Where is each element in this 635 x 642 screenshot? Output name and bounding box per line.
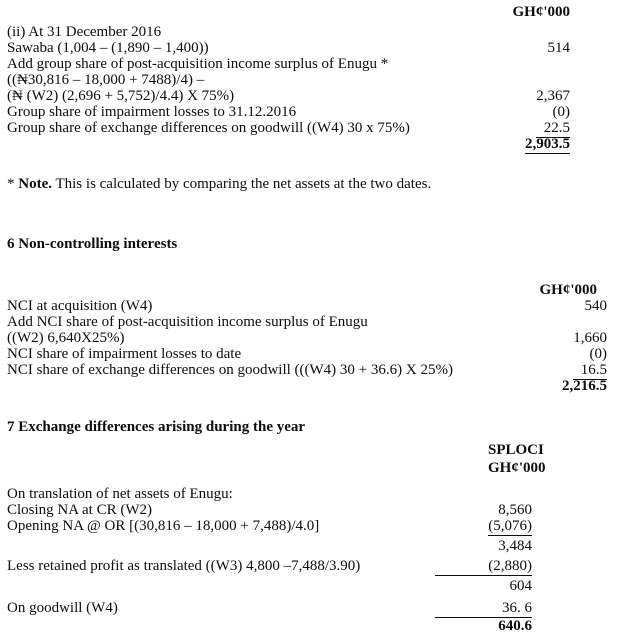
table-row <box>7 486 635 503</box>
total-value: 2,216.5 <box>562 378 607 394</box>
total-row <box>7 378 635 395</box>
row-value: 540 <box>584 298 607 314</box>
currency-column-header: GH¢'000 <box>488 460 546 476</box>
table-row <box>7 24 635 41</box>
row-value: 514 <box>547 40 570 56</box>
currency-column-header: GH¢'000 <box>539 282 597 298</box>
column-header-row <box>7 4 635 21</box>
row-label: NCI share of exchange differences on goodwill (((W4) 30 + 36.6) X 25%) <box>7 362 453 378</box>
footnote-body: This is calculated by comparing the net assets at the two dates. <box>52 176 432 192</box>
row-label: On translation of net assets of Enugu: <box>7 486 233 502</box>
table-row <box>7 104 635 121</box>
column-header-row <box>7 460 635 477</box>
sploci-column-header: SPLOCI <box>488 442 544 458</box>
row-label: NCI share of impairment losses to date <box>7 346 242 362</box>
total-value: 640.6 <box>498 618 532 634</box>
row-label: Add NCI share of post-acquisition income surplus of Enugu <box>7 314 368 330</box>
section-heading: 6 Non-controlling interests <box>7 236 178 252</box>
row-value: (0) <box>589 346 607 362</box>
row-label: Sawaba (1,004 – (1,890 – 1,400)) <box>7 40 209 56</box>
row-value: (0) <box>552 104 570 120</box>
row-label: Group share of exchange differences on goodwill ((W4) 30 x 75%) <box>7 120 410 136</box>
table-row <box>7 502 635 519</box>
footnote-text <box>7 176 431 193</box>
row-label: (₦ (W2) (2,696 + 5,752)/4.4) X 75%) <box>7 88 235 104</box>
section-heading-row <box>7 236 635 253</box>
footnote <box>7 176 635 193</box>
table-row <box>7 558 635 575</box>
row-label: Less retained profit as translated ((W3) 4,800 –7,488/3.90) <box>7 558 361 574</box>
row-label: ((₦30,816 – 18,000 + 7488)/4) – <box>7 72 205 88</box>
row-label: Closing NA at CR (W2) <box>7 502 152 518</box>
footnote-star: * <box>7 176 19 192</box>
section-heading: 7 Exchange differences arising during the year <box>7 419 306 435</box>
total-value: 2,903.5 <box>525 136 570 152</box>
table-row <box>7 600 635 617</box>
row-value: 2,367 <box>536 88 570 104</box>
row-value-ruled: (2,880) <box>435 558 532 576</box>
total-row <box>7 618 635 635</box>
table-row <box>7 72 635 89</box>
table-row <box>7 518 635 535</box>
table-row <box>7 330 635 347</box>
table-row <box>7 56 635 73</box>
footnote-label: Note. <box>18 176 52 192</box>
row-value: 1,660 <box>573 330 607 346</box>
row-value-ruled: 36. 6 <box>435 600 532 618</box>
column-header-row <box>7 442 635 459</box>
row-value-underlined: 16.5 <box>573 362 607 380</box>
row-value-underlined: (5,076) <box>488 518 532 534</box>
table-row <box>7 120 635 137</box>
subtotal-row <box>7 538 635 555</box>
table-row <box>7 298 635 315</box>
subtotal-value: 3,484 <box>498 538 532 554</box>
subtotal-value: 604 <box>509 578 532 594</box>
row-label: On goodwill (W4) <box>7 600 118 616</box>
row-value: 8,560 <box>498 502 532 518</box>
table-row <box>7 88 635 105</box>
table-row <box>7 346 635 363</box>
column-header-row <box>7 282 635 299</box>
row-label: (ii) At 31 December 2016 <box>7 24 162 40</box>
currency-column-header: GH¢'000 <box>512 4 570 20</box>
subtotal-row <box>7 578 635 595</box>
table-row <box>7 362 635 379</box>
section-heading-row <box>7 419 635 436</box>
table-row <box>7 40 635 57</box>
row-value-underlined: 22.5 <box>536 120 570 138</box>
row-label: Opening NA @ OR [(30,816 – 18,000 + 7,488)/4.0] <box>7 518 320 534</box>
row-label: NCI at acquisition (W4) <box>7 298 153 314</box>
row-label: Add group share of post-acquisition income surplus of Enugu * <box>7 56 389 72</box>
row-label: Group share of impairment losses to 31.12.2016 <box>7 104 297 120</box>
row-label: ((W2) 6,640X25%) <box>7 330 125 346</box>
total-row <box>7 136 635 153</box>
table-row <box>7 314 635 331</box>
